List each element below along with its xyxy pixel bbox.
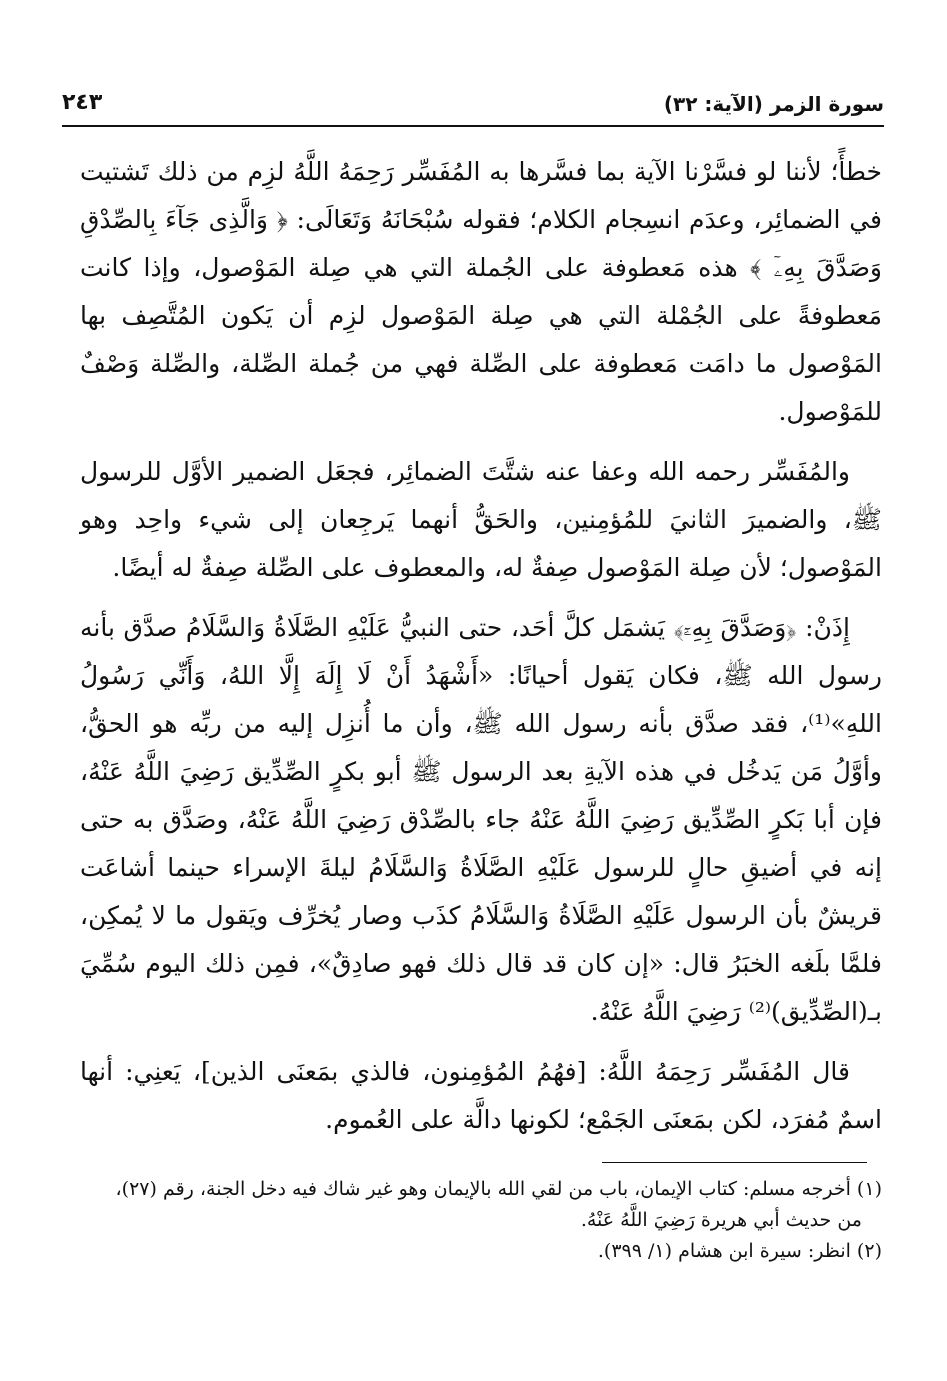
main-text xyxy=(80,148,882,1156)
footnote-divider xyxy=(602,1162,867,1163)
paragraph-1: خطأً؛ لأننا لو فسَّرْنا الآية بما فسَّرها به المُفَسِّر رَحِمَهُ اللَّهُ لزِم من ذلك تَشتيت في الضمائِر، وعدَم انسِجام الكلام؛ فقوله سُبْحَانَهُ وَتَعَالَى: ﴿ وَالَّذِى جَآءَ بِالصِّدْقِ وَصَدَّقَ بِهِۦٓ ﴾ هذه مَعطوفة على الجُملة التي هي صِلة المَوْصول، وإذا كانت مَعطوفةً على الجُمْلة التي هي صِلة المَوْصول لزِم أن يَكون المُتَّصِف بها المَوْصول ما دامَت مَعطوفة على الصِّلة فهي من جُملة الصِّلة، والصِّلة وَصْفٌ للمَوْصول. xyxy=(80,157,882,426)
footnote-1-continuation: من حديث أبي هريرة رَضِيَ اللَّهُ عَنْهُ. xyxy=(580,1209,862,1231)
surah-title: سورة الزمر (الآية: ٣٢) xyxy=(663,92,884,116)
footnotes xyxy=(80,1174,882,1267)
page-header xyxy=(62,88,884,122)
header-divider xyxy=(62,125,884,127)
paragraph-2: والمُفَسِّر رحمه الله وعفا عنه شتَّتَ الضمائِر، فجعَل الضمير الأوَّل للرسول ﷺ، والضميرَ الثانيَ للمُؤمِنين، والحَقُّ أنهما يَرجِعان إلى شيء واحِد وهو المَوْصول؛ لأن صِلة المَوْصول صِفةٌ له، والمعطوف على الصِّلة صِفةٌ له أيضًا. xyxy=(80,457,882,582)
footnote-1: (١) أخرجه مسلم: كتاب الإيمان، باب من لقي الله بالإيمان وهو غير شاك فيه دخل الجنة، رقم (٢٧)، xyxy=(115,1178,882,1200)
paragraph-4: قال المُفَسِّر رَحِمَهُ اللَّهُ: [فهُمُ المُؤمِنون، فالذي بمَعنَى الذين]، يَعنِي: أنها اسمٌ مُفرَد، لكن بمَعنَى الجَمْع؛ لكونها دالَّة على العُموم. xyxy=(80,1057,882,1134)
paragraph-3: إِذَنْ: ﴿وَصَدَّقَ بِهِۦٓ﴾ يَشمَل كلَّ أحَد، حتى النبيُّ عَلَيْهِ الصَّلَاةُ وَالسَّلَامُ صدَّق بأنه رسول الله ﷺ، فكان يَقول أحيانًا: «أَشْهَدُ أَنْ لَا إِلَهَ إِلَّا اللهُ، وَأَنِّي رَسُولُ اللهِ»⁽¹⁾، فقد صدَّق بأنه رسول الله ﷺ، وأن ما أُنزِل إليه من ربِّه هو الحقُّ، وأوَّلُ مَن يَدخُل في هذه الآيةِ بعد الرسول ﷺ أبو بكرٍ الصِّدِّيق رَضِيَ اللَّهُ عَنْهُ، فإن أبا بَكرٍ الصِّدِّيق رَضِيَ اللَّهُ عَنْهُ جاء بالصِّدْق رَضِيَ اللَّهُ عَنْهُ، وصَدَّق به حتى إنه في أضيقِ حالٍ للرسول عَلَيْهِ الصَّلَاةُ وَالسَّلَامُ ليلةَ الإسراء حينما أشاعَت قريشٌ بأن الرسول عَلَيْهِ الصَّلَاةُ وَالسَّلَامُ كذَب وصار يُخرِّف ويَقول ما لا يُمكِن، فلمَّا بلَغه الخبَرُ قال: «إن كان قد قال ذلك فهو صادِقٌ»، فمِن ذلك اليوم سُمِّيَ بـ(الصِّدِّيق)⁽²⁾ رَضِيَ اللَّهُ عَنْهُ. xyxy=(80,613,882,1026)
footnote-2: (٢) انظر: سيرة ابن هشام (١/ ٣٩٩). xyxy=(597,1240,882,1262)
page-number: ٢٤٣ xyxy=(62,90,103,115)
